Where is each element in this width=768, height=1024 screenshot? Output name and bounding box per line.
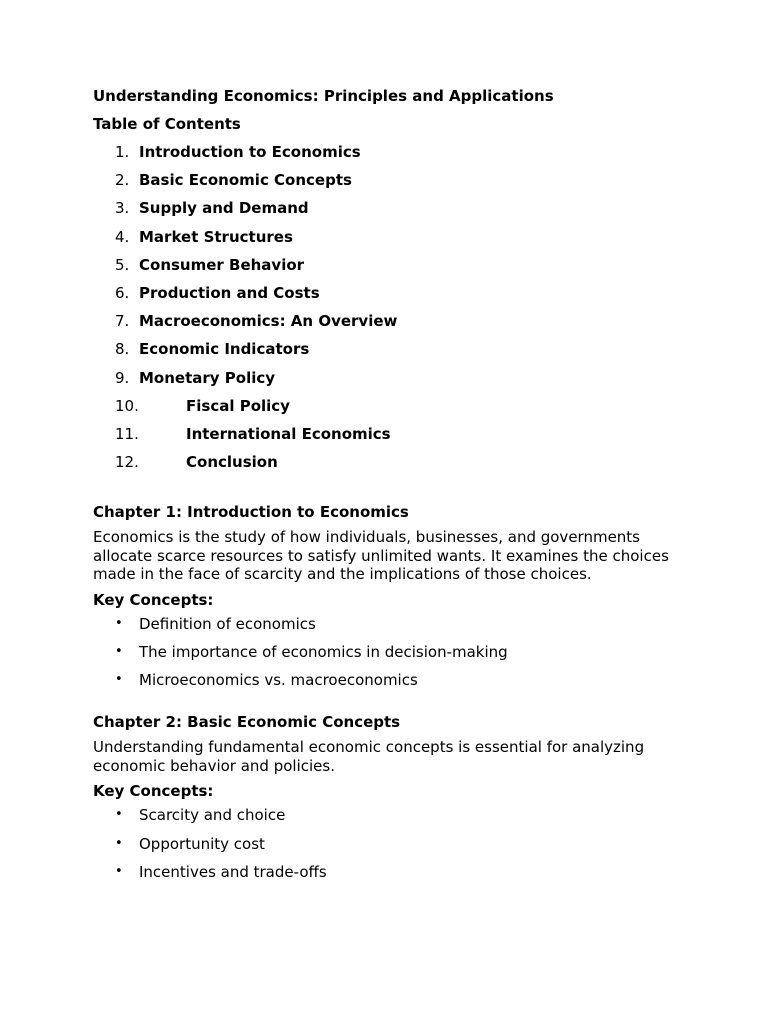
list-item: [93, 834, 683, 862]
bullet-icon: •: [115, 672, 123, 688]
toc-item: [93, 311, 683, 339]
toc-number: 3.: [115, 199, 130, 218]
bullet-icon: •: [115, 807, 123, 823]
toc-label: Consumer Behavior: [139, 255, 305, 274]
list-item-text: Definition of economics: [139, 614, 316, 633]
chapter-heading: Chapter 2: Basic Economic Concepts: [93, 713, 401, 732]
toc-label: Conclusion: [186, 453, 278, 472]
toc-label: Supply and Demand: [139, 199, 309, 218]
chapter-body: Understanding fundamental economic concepts is essential for analyzing economic behavior and policies.: [93, 738, 645, 775]
toc-number: 11.: [115, 424, 139, 443]
document-page: [93, 86, 683, 890]
toc-item: [93, 339, 683, 367]
toc-label: Monetary Policy: [139, 368, 276, 387]
key-concepts-list: [93, 614, 683, 699]
chapter-heading: Chapter 1: Introduction to Economics: [93, 503, 409, 522]
list-item: [93, 614, 683, 642]
list-item-text: Scarcity and choice: [139, 806, 286, 825]
toc-number: 7.: [115, 312, 130, 331]
toc-label: Economic Indicators: [139, 340, 310, 359]
toc-label: Introduction to Economics: [139, 143, 361, 161]
toc-number: 9.: [115, 368, 130, 387]
toc-item: [93, 452, 683, 480]
toc-item: [93, 227, 683, 255]
toc-label: Macroeconomics: An Overview: [139, 312, 398, 331]
toc-number: 4.: [115, 227, 130, 246]
list-item-text: Microeconomics vs. macroeconomics: [139, 671, 418, 690]
toc-label: Basic Economic Concepts: [139, 171, 352, 190]
toc-number: 12.: [115, 453, 139, 472]
toc-number: 6.: [115, 283, 130, 302]
list-item-text: Opportunity cost: [139, 834, 265, 853]
chapter-body: Economics is the study of how individuals, businesses, and governments allocate scarce resources to satisfy unlimited wants. It examines the choices made in the face of scarcity and the implications of those choices.: [93, 528, 669, 584]
bullet-icon: •: [115, 643, 123, 659]
toc-item: [93, 170, 683, 198]
toc-label: International Economics: [186, 424, 391, 443]
toc-label: Fiscal Policy: [186, 396, 290, 415]
key-concepts-list: [93, 805, 683, 890]
toc-item: [93, 142, 683, 170]
bullet-icon: •: [115, 615, 123, 631]
list-item-text: Incentives and trade-offs: [139, 862, 327, 881]
bullet-icon: •: [115, 835, 123, 851]
toc-item: [93, 424, 683, 452]
toc-item: [93, 396, 683, 424]
list-item-text: The importance of economics in decision-making: [139, 642, 508, 661]
toc-item: [93, 255, 683, 283]
toc-number: 2.: [115, 171, 130, 190]
bullet-icon: •: [115, 863, 123, 879]
list-item: [93, 670, 683, 698]
toc-number: 8.: [115, 340, 130, 359]
key-concepts-label: Key Concepts:: [93, 782, 214, 801]
list-item: [93, 805, 683, 833]
table-of-contents: [93, 142, 683, 480]
chapter-2: [93, 712, 683, 890]
toc-number: 1.: [115, 143, 130, 161]
toc-label: Production and Costs: [139, 283, 320, 302]
document-title: Understanding Economics: Principles and Applications: [93, 87, 554, 105]
toc-item: [93, 283, 683, 311]
toc-number: 10.: [115, 396, 139, 415]
toc-heading: Table of Contents: [93, 115, 241, 133]
toc-label: Market Structures: [139, 227, 293, 246]
toc-item: [93, 198, 683, 226]
list-item: [93, 642, 683, 670]
toc-item: [93, 368, 683, 396]
key-concepts-label: Key Concepts:: [93, 590, 214, 609]
list-item: [93, 862, 683, 890]
chapter-1: [93, 502, 683, 698]
toc-number: 5.: [115, 255, 130, 274]
